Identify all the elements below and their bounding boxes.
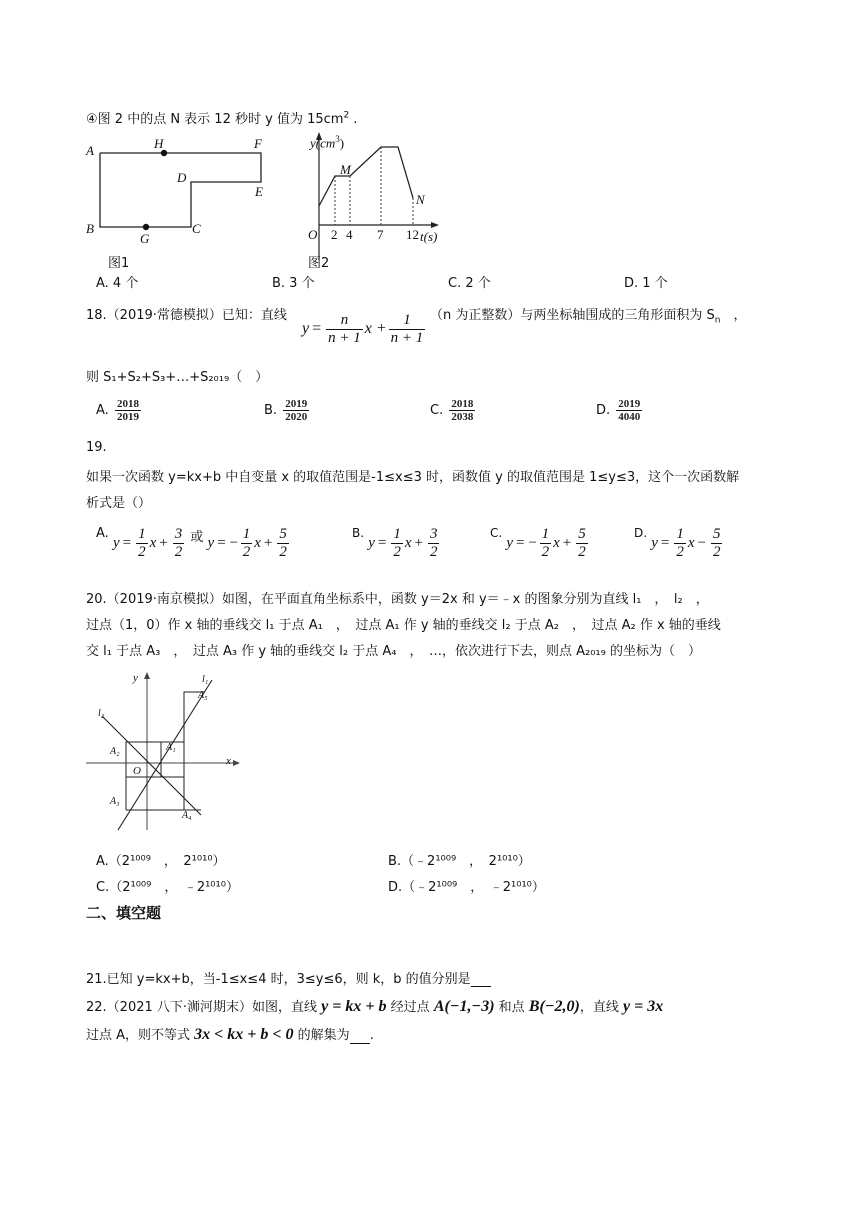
q18-suffix: （n 为正整数）与两坐标轴围成的三角形面积为 $S_n$ ， (430, 308, 747, 326)
q18-line-equation: y = $\frac{n}{n + 1}$ x + $\frac{1}{n + 1}$ (302, 312, 424, 346)
fig2-x-label: t(s) (420, 229, 438, 244)
q19-option-c: C. y = − $\frac{1}{2}$ x + $\frac{5}{2}$ (490, 526, 586, 560)
q17-option-b: B. 3 个 (272, 276, 315, 291)
q19-line-1: 如果一次函数 y=kx+b 中自变量 x 的取值范围是-1≤x≤3 时，函数值 y 的取值范围是 1≤y≤3，这个一次函数解 (86, 470, 740, 485)
q20-fig-l1-label: l₁ (202, 674, 209, 685)
q19-option-b: B. y = $\frac{1}{2}$ x + $\frac{3}{2}$ (352, 526, 438, 560)
q17-statement-4: ④图 2 中的点 N 表示 12 秒时 y 值为 $15cm^2$ . (86, 110, 358, 127)
q19-option-d: D. y = $\frac{1}{2}$ x − $\frac{5}{2}$ (634, 526, 721, 560)
q20-option-a: A.（2¹⁰⁰⁹ ， 2¹⁰¹⁰） (96, 854, 226, 869)
q17-figure-1 (80, 132, 280, 272)
fig2-tick-7: 7 (377, 227, 384, 242)
q20-option-d: D.（﹣2¹⁰⁰⁹ ， ﹣2¹⁰¹⁰） (388, 880, 545, 895)
q20-option-c: C.（2¹⁰⁰⁹ ， ﹣2¹⁰¹⁰） (96, 880, 239, 895)
q18-option-c: C. $\frac{2018}{2038}$ (430, 398, 474, 423)
q22-answer-blank[interactable] (350, 1031, 370, 1044)
fig1-label-g: G (140, 231, 150, 246)
q17-option-c: C. 2 个 (448, 276, 491, 291)
q20-fig-origin-label: O (133, 765, 141, 777)
fig2-label-n: N (416, 192, 425, 207)
fig2-tick-4: 4 (346, 227, 353, 242)
fig1-label-b: B (86, 221, 94, 236)
q17-option-d: D. 1 个 (624, 276, 668, 291)
q19-line-2: 析式是（） (86, 496, 152, 511)
fig1-label-h: H (154, 136, 164, 151)
q19-number: 19. (86, 440, 107, 455)
q21-text: 21.已知 y=kx+b，当-1≤x≤4 时，3≤y≤6，则 k，b 的值分别是 (86, 968, 491, 987)
q20-line-1: 20.（2019·南京模拟）如图，在平面直角坐标系中，函数 y＝2x 和 y＝﹣x 的图象分别为直线 l₁ ， l₂ ， (86, 592, 709, 607)
q19-option-a: A. y = $\frac{1}{2}$ x + $\frac{3}{2}$ 或 y = − $\frac{1}{2}$ x + $\frac{5}{2}$ (96, 526, 287, 560)
fig1-label-f: F (254, 136, 262, 151)
q18-line-2: 则 S₁+S₂+S₃+…+S₂₀₁₉（ ） (86, 370, 269, 385)
q18-option-d: D. $\frac{2019}{4040}$ (596, 398, 641, 423)
fig2-tick-2: 2 (331, 227, 338, 242)
q21-answer-blank[interactable] (471, 974, 491, 987)
q22-line-1: 22.（2021 八下·浉河期末）如图，直线 y = kx + b 经过点 A(−1,−3) 和点 B(−2,0)，直线 y = 3x (86, 998, 664, 1015)
q22-line-2: 过点 A，则不等式 3x < kx + b < 0 的解集为 . (86, 1026, 374, 1043)
q18-prefix: 18.（2019·常德模拟）已知：直线 (86, 308, 287, 323)
fig2-y-label: $y(cm^3)$ (310, 134, 345, 151)
q20-fig-x-label: x (226, 755, 231, 767)
q20-fig-a2-label: A₂ (110, 746, 120, 757)
fig2-tick-12: 12 (406, 227, 419, 242)
q20-line-2: 过点（1，0）作 x 轴的垂线交 l₁ 于点 A₁ ， 过点 A₁ 作 y 轴的垂线交 l₂ 于点 A₂ ， 过点 A₂ 作 x 轴的垂线 (86, 618, 721, 633)
q20-figure (86, 670, 246, 840)
q17-figure-2 (300, 132, 450, 272)
q20-line-3: 交 l₁ 于点 A₃ ， 过点 A₃ 作 y 轴的垂线交 l₂ 于点 A₄ ， …，依次进行下去，则点 A₂₀₁₉ 的坐标为（ ） (86, 644, 701, 659)
section-title-fill-in: 二、填空题 (86, 904, 162, 922)
fig2-origin-label: O (308, 227, 318, 242)
q20-fig-a5-label: A₅ (198, 690, 208, 701)
q17-option-a: A. 4 个 (96, 276, 139, 291)
fig1-label-e: E (255, 184, 263, 199)
q20-fig-a1-label: A₁ (166, 742, 176, 753)
q20-fig-y-label: y (133, 672, 138, 684)
q20-fig-a4-label: A₄ (182, 810, 192, 821)
fig1-label-a: A (86, 143, 94, 158)
q18-option-b: B. $\frac{2019}{2020}$ (264, 398, 308, 423)
q20-fig-l2-label: l₂ (98, 708, 105, 719)
fig1-label-d: D (177, 170, 187, 185)
fig1-caption: 图1 (108, 256, 130, 271)
q18-option-a: A. $\frac{2018}{2019}$ (96, 398, 139, 423)
fig2-label-m: M (340, 162, 351, 177)
fig2-caption: 图2 (308, 256, 330, 271)
fig1-label-c: C (192, 221, 201, 236)
q20-fig-a3-label: A₃ (110, 796, 120, 807)
q20-option-b: B.（﹣2¹⁰⁰⁹ ， 2¹⁰¹⁰） (388, 854, 531, 869)
